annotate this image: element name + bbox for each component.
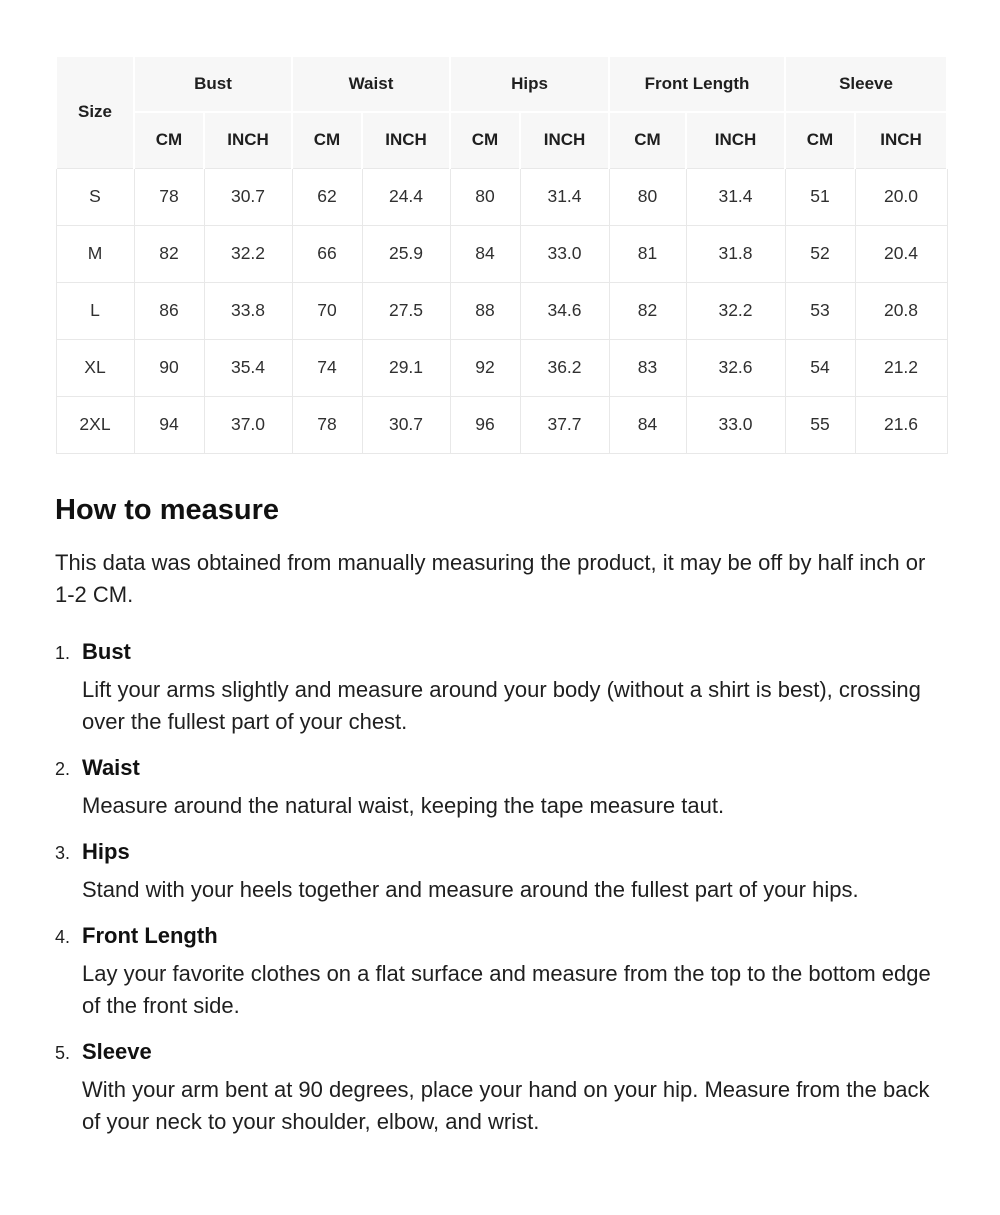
measurement-cell: 33.0 — [520, 225, 609, 282]
measure-step-front-length — [55, 923, 945, 1022]
unit-header-inch: INCH — [204, 112, 292, 168]
step-heading — [55, 1039, 945, 1065]
measurement-cell: 51 — [785, 168, 855, 225]
measurement-cell: 84 — [450, 225, 520, 282]
measurement-cell: 21.2 — [855, 339, 947, 396]
measurement-cell: 20.8 — [855, 282, 947, 339]
how-to-measure-heading: How to measure — [55, 493, 279, 526]
measurement-cell: 37.0 — [204, 396, 292, 453]
measurement-cell: 29.1 — [362, 339, 450, 396]
step-description: With your arm bent at 90 degrees, place your hand on your hip. Measure from the back of your neck to your shoulder, elbow, and wrist. — [82, 1076, 930, 1134]
measurement-cell: 20.0 — [855, 168, 947, 225]
measurement-cell: 36.2 — [520, 339, 609, 396]
measurement-cell: 31.4 — [520, 168, 609, 225]
measurement-cell: 21.6 — [855, 396, 947, 453]
column-group-front-length: Front Length — [609, 56, 785, 112]
measurement-cell: 31.4 — [686, 168, 785, 225]
step-heading — [55, 755, 945, 781]
measurement-cell: 25.9 — [362, 225, 450, 282]
measurement-cell: 70 — [292, 282, 362, 339]
step-number: 3. — [55, 842, 71, 863]
step-label: Waist — [82, 754, 140, 780]
measurement-cell: 90 — [134, 339, 204, 396]
size-column-header: Size — [56, 56, 134, 168]
table-row — [56, 396, 947, 453]
measurement-cell: 37.7 — [520, 396, 609, 453]
step-description: Lift your arms slightly and measure around your body (without a shirt is best), crossing over the fullest part of your chest. — [82, 676, 921, 734]
measurement-cell: 81 — [609, 225, 686, 282]
measurement-cell: 54 — [785, 339, 855, 396]
measurement-cell: 35.4 — [204, 339, 292, 396]
table-row — [56, 168, 947, 225]
measurement-cell: 32.2 — [686, 282, 785, 339]
measurement-cell: 32.2 — [204, 225, 292, 282]
step-number: 4. — [55, 926, 71, 947]
size-cell: XL — [56, 339, 134, 396]
step-number: 1. — [55, 642, 71, 663]
measurement-cell: 80 — [609, 168, 686, 225]
table-row — [56, 282, 947, 339]
measure-step-hips — [55, 839, 945, 906]
step-heading — [55, 639, 945, 665]
step-description: Stand with your heels together and measure around the fullest part of your hips. — [82, 876, 859, 902]
measurement-cell: 96 — [450, 396, 520, 453]
step-heading — [55, 923, 945, 949]
step-label: Sleeve — [82, 1038, 152, 1064]
step-number: 5. — [55, 1042, 71, 1063]
measurement-cell: 94 — [134, 396, 204, 453]
measurement-cell: 24.4 — [362, 168, 450, 225]
measurement-cell: 82 — [609, 282, 686, 339]
size-cell: S — [56, 168, 134, 225]
measure-steps-list — [55, 639, 945, 1138]
measurement-cell: 34.6 — [520, 282, 609, 339]
measurement-header-row — [56, 56, 947, 112]
column-group-hips: Hips — [450, 56, 609, 112]
step-description: Measure around the natural waist, keeping the tape measure taut. — [82, 792, 725, 818]
measurement-cell: 30.7 — [204, 168, 292, 225]
measurement-cell: 88 — [450, 282, 520, 339]
measurement-cell: 62 — [292, 168, 362, 225]
measure-step-bust — [55, 639, 945, 738]
measurement-cell: 30.7 — [362, 396, 450, 453]
measure-step-sleeve — [55, 1039, 945, 1138]
measurement-cell: 33.8 — [204, 282, 292, 339]
measurement-cell: 55 — [785, 396, 855, 453]
measurement-cell: 92 — [450, 339, 520, 396]
unit-header-cm: CM — [292, 112, 362, 168]
table-row — [56, 339, 947, 396]
measure-step-waist — [55, 755, 945, 822]
measurement-cell: 86 — [134, 282, 204, 339]
size-cell: 2XL — [56, 396, 134, 453]
step-label: Bust — [82, 638, 131, 664]
step-number: 2. — [55, 758, 71, 779]
measure-disclaimer: This data was obtained from manually measuring the product, it may be off by half inch or 1-2 CM. — [55, 549, 926, 607]
measurement-cell: 80 — [450, 168, 520, 225]
measurement-cell: 20.4 — [855, 225, 947, 282]
measurement-cell: 52 — [785, 225, 855, 282]
measurement-cell: 32.6 — [686, 339, 785, 396]
step-label: Front Length — [82, 922, 218, 948]
measurement-cell: 74 — [292, 339, 362, 396]
unit-header-inch: INCH — [686, 112, 785, 168]
unit-header-cm: CM — [134, 112, 204, 168]
measurement-cell: 78 — [292, 396, 362, 453]
unit-header-row — [56, 112, 947, 168]
column-group-sleeve: Sleeve — [785, 56, 947, 112]
step-heading — [55, 839, 945, 865]
measurement-cell: 78 — [134, 168, 204, 225]
unit-header-cm: CM — [450, 112, 520, 168]
unit-header-inch: INCH — [855, 112, 947, 168]
step-label: Hips — [82, 838, 130, 864]
measurement-cell: 31.8 — [686, 225, 785, 282]
size-cell: M — [56, 225, 134, 282]
size-chart-table — [55, 55, 948, 454]
measurement-cell: 33.0 — [686, 396, 785, 453]
measurement-cell: 66 — [292, 225, 362, 282]
size-cell: L — [56, 282, 134, 339]
column-group-bust: Bust — [134, 56, 292, 112]
unit-header-cm: CM — [609, 112, 686, 168]
step-description: Lay your favorite clothes on a flat surface and measure from the top to the bottom edge of the front side. — [82, 960, 931, 1018]
unit-header-cm: CM — [785, 112, 855, 168]
column-group-waist: Waist — [292, 56, 450, 112]
unit-header-inch: INCH — [362, 112, 450, 168]
measurement-cell: 84 — [609, 396, 686, 453]
table-row — [56, 225, 947, 282]
measurement-cell: 27.5 — [362, 282, 450, 339]
measurement-cell: 82 — [134, 225, 204, 282]
unit-header-inch: INCH — [520, 112, 609, 168]
measurement-cell: 53 — [785, 282, 855, 339]
measurement-cell: 83 — [609, 339, 686, 396]
